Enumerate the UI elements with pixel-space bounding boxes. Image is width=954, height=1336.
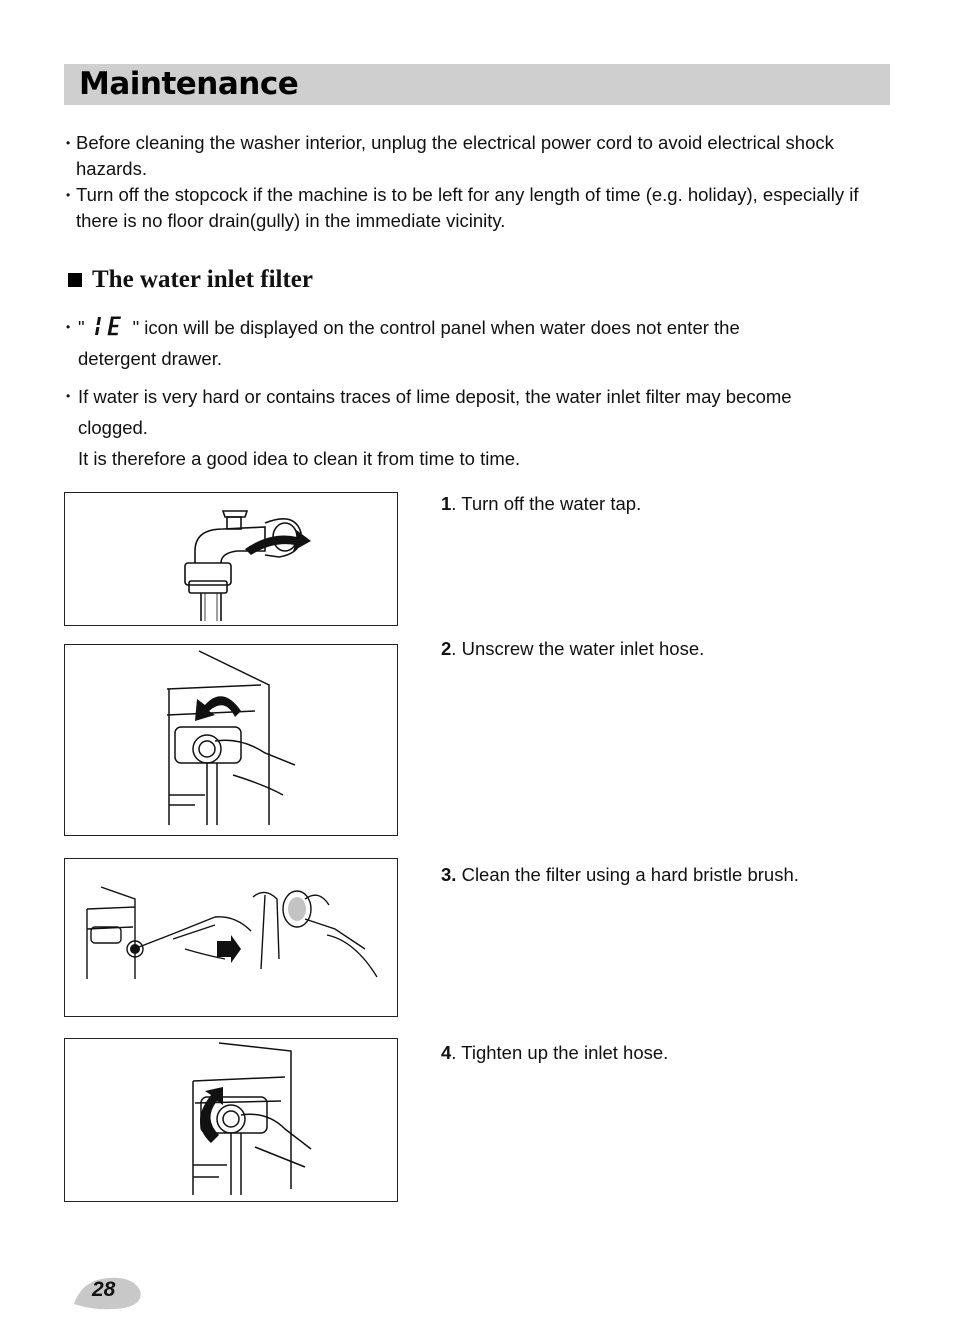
intro-bullet-unplug: • Before cleaning the washer interior, unplug the electrical power cord to avoid electrical shock hazards. <box>66 130 876 182</box>
page-number: 28 <box>92 1278 116 1301</box>
bullet1-rest: " icon will be displayed on the control panel when water does not enter the <box>132 317 740 338</box>
step-3-number: 3. <box>441 864 457 885</box>
section-title: The water inlet filter <box>92 266 313 293</box>
step-3-text <box>441 863 799 887</box>
step-3-illustration <box>64 858 398 1017</box>
filter-bullet-list <box>66 312 876 474</box>
clean-filter-brush-icon <box>65 859 399 1018</box>
step-2-number: 2 <box>441 638 452 659</box>
unscrew-hose-icon <box>65 645 399 837</box>
bullet2-line3: It is therefore a good idea to clean it from time to time. <box>78 448 521 469</box>
bullet2-line1: If water is very hard or contains traces of lime deposit, the water inlet filter may become <box>78 386 792 407</box>
step-4-separator: . <box>451 1042 457 1063</box>
ie-error-code-icon <box>87 315 131 337</box>
bullet1-open-quote: " <box>78 317 85 338</box>
intro-bullet-list <box>66 130 876 234</box>
filter-bullet-ie-icon <box>66 312 876 374</box>
section-heading <box>68 264 313 296</box>
step-4-label: Tighten up the inlet hose. <box>456 1042 669 1063</box>
step-1-label: Turn off the water tap. <box>456 493 642 514</box>
step-4-number: 4 <box>441 1042 452 1063</box>
step-2-text <box>441 637 704 661</box>
step-3-label: Clean the filter using a hard bristle brush. <box>456 864 799 885</box>
page-title: Maintenance <box>79 66 299 102</box>
step-1-illustration <box>64 492 398 626</box>
step-1-separator: . <box>451 493 457 514</box>
tighten-hose-icon <box>65 1039 399 1203</box>
step-4-text <box>441 1041 668 1065</box>
filter-bullet-hard-water <box>66 381 876 474</box>
step-2-separator: . <box>451 638 457 659</box>
bullet1-line2: detergent drawer. <box>78 348 222 369</box>
intro-bullet-stopcock: • Turn off the stopcock if the machine is to be left for any length of time (e.g. holiday), especially if there is no floor drain(gully) in the immediate vicinity. <box>66 182 876 234</box>
square-bullet-icon <box>68 273 82 287</box>
header-bar <box>64 64 890 105</box>
step-1-text <box>441 492 641 516</box>
page-number-badge <box>72 1274 142 1312</box>
bullet2-line2: clogged. <box>78 417 148 438</box>
step-4-illustration <box>64 1038 398 1202</box>
step-2-illustration <box>64 644 398 836</box>
step-1-number: 1 <box>441 493 452 514</box>
water-tap-icon <box>65 493 399 627</box>
step-2-label: Unscrew the water inlet hose. <box>456 638 705 659</box>
